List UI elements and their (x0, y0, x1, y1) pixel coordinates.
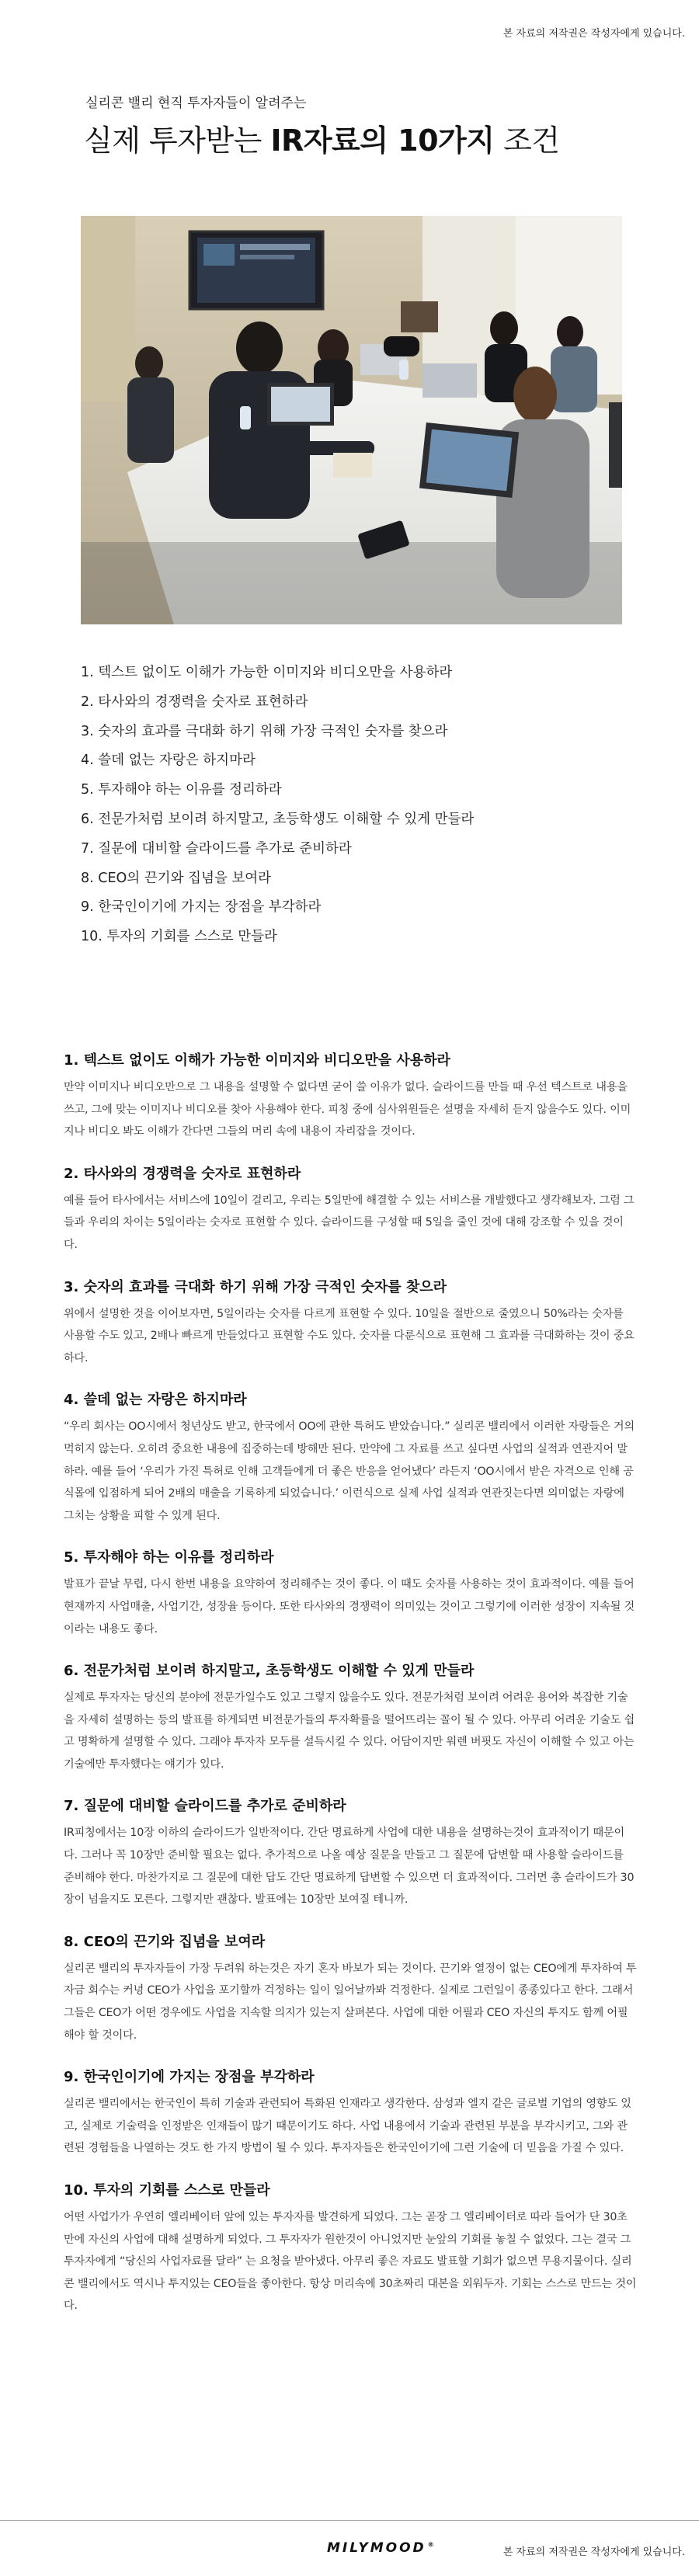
section-heading: 1. 텍스트 없이도 이해가 가능한 이미지와 비디오만을 사용하라 (64, 1052, 450, 1069)
article-section (64, 1051, 637, 1143)
section-body: “우리 회사는 OO시에서 청년상도 받고, 한국에서 OO에 관한 특허도 받았습니다.” 실리콘 밸리에서 이러한 자랑들은 거의 먹히지 않는다. 오히려 중요한 내용에 집중하는데 방해만 된다. 만약에 그 자료를 쓰고 싶다면 사업의 실적과 연관지어 말하라. 예를 들어 ‘우리가 가진 특허로 인해 고객들에게 더 좋은 반응을 얻어냈다’ 라든지 ‘OO시에서 받은 자격으로 인해 공식몰에 입점하게 되어 2배의 매출을 기록하게 되었습니다.’ 이런식으로 실제 사업 실적과 연관짓는다면 의미없는 자랑에 그치는 상황을 피할 수 있게 된다. (64, 1420, 635, 1522)
section-body: 만약 이미지나 비디오만으로 그 내용을 설명할 수 없다면 굳이 쓸 이유가 없다. 슬라이드를 만들 때 우선 텍스트로 내용을 쓰고, 그에 맞는 이미지나 비디오를 찾아 사용해야 한다. 피칭 중에 심사위원들은 설명을 자세히 듣지 않을수도 있다. 이미지나 비디오 봐도 이해가 간다면 그들의 머리 속에 내용이 자리잡을 것이다. (64, 1081, 631, 1139)
section-body: 예를 들어 타사에서는 서비스에 10일이 걸리고, 우리는 5일만에 해결할 수 있는 서비스를 개발했다고 생각해보자. 그럼 그들과 우리의 차이는 5일이라는 숫자로 표현할 수 있다. 슬라이드를 구성할 때 5일을 줄인 것에 대해 강조할 수 있을 것이다. (64, 1194, 635, 1251)
article-section (64, 1278, 637, 1370)
section-body: 위에서 설명한 것을 이어보자면, 5일이라는 숫자를 다르게 표현할 수 있다. 10일을 절반으로 줄였으니 50%라는 숫자를 사용할 수도 있고, 2배나 빠르게 만들었다고 표현할 수도 있다. 숫자를 다룬식으로 표현해 그 효과를 극대화하는 것이 중요하다. (64, 1307, 635, 1364)
section-heading: 6. 전문가처럼 보이려 하지말고, 초등학생도 이해할 수 있게 만들라 (64, 1663, 475, 1680)
section-body: 발표가 끝날 무렵, 다시 한번 내용을 요약하여 정리해주는 것이 좋다. 이 때도 숫자를 사용하는 것이 효과적이다. 예를 들어 현재까지 사업매출, 사업기간, 성장율 등이다. 또한 타사와의 경쟁력이 의미있는 것이고 그렇기에 이러한 성장이 지속될 것이라는 내용도 좋다. (64, 1578, 635, 1636)
article-section (64, 2181, 637, 2317)
title-prefix: 실제 투자받는 (84, 123, 271, 158)
section-heading: 3. 숫자의 효과를 극대화 하기 위해 가장 극적인 숫자를 찾으라 (64, 1278, 447, 1295)
meeting-photo-illustration (81, 216, 622, 624)
section-heading: 10. 투자의 기회를 스스로 만들라 (64, 2182, 270, 2199)
toc-item: 5. 투자해야 하는 이유를 정리하라 (81, 782, 282, 798)
section-body: 실리콘 밸리에서는 한국인이 특히 기술과 관련되어 특화된 인재라고 생각한다. 삼성과 엘지 같은 글로벌 기업의 영향도 있고, 실제로 기술력을 인정받은 인재들이 많기 때문이기도 하다. 사업 내용에서 기술과 관련된 부분을 부각시키고, 그와 관련된 경험들을 나열하는 것도 한 가지 방법이 될 수 있다. 투자자들은 한국인이기에 그런 기술에 더 믿음을 가질 수 있다. (64, 2098, 631, 2155)
section-heading: 9. 한국인이기에 가지는 장점을 부각하라 (64, 2069, 315, 2086)
copyright-notice-bottom: 본 자료의 저작권은 작성자에게 있습니다. (503, 2546, 685, 2558)
section-body: IR피칭에서는 10장 이하의 슬라이드가 일반적이다. 간단 명료하게 사업에 대한 내용을 설명하는것이 효과적이기 때문이다. 그러나 꼭 10장만 준비할 필요는 없다. 추가적으로 나올 예상 질문을 만들고 그 질문에 답변할 때 사용할 슬라이드를 준비해야 한다. 마찬가지로 그 질문에 대한 답도 간단 명료하게 답변할 수 있으면 더 효과적이다. 그러면 총 슬라이드가 30장이 넘을지도 모른다. 그렇지만 괜찮다. 발표에는 10장만 보여질 테니까. (64, 1827, 635, 1907)
section-body: 실리콘 밸리의 투자자들이 가장 두려워 하는것은 자기 혼자 바보가 되는 것이다. 끈기와 열정이 없는 CEO에게 투자하여 투자금 회수는 커녕 CEO가 사업을 포기할까 걱정하는 일이 일어날까봐 걱정한다. 실제로 그런일이 종종있다고 한다. 그래서 그들은 CEO가 어떤 경우에도 사업을 지속할 의지가 있는지 살펴본다. 사업에 대한 어필과 CEO 자신의 투지도 함께 어필해야 할 것이다. (64, 1962, 637, 2042)
article-section (64, 1796, 637, 1910)
toc-item: 2. 타사와의 경쟁력을 숫자로 표현하라 (81, 694, 308, 710)
section-heading: 7. 질문에 대비할 슬라이드를 추가로 준비하라 (64, 1798, 346, 1815)
section-heading: 2. 타사와의 경쟁력을 숫자로 표현하라 (64, 1165, 301, 1182)
section-heading: 8. CEO의 끈기와 집념을 보여라 (64, 1933, 266, 1950)
section-body: 어떤 사업가가 우연히 엘리베이터 앞에 있는 투자자를 발견하게 되었다. 그는 곧장 그 엘리베이터로 따라 들어가 단 30초만에 자신의 사업에 대해 설명하게 되었다. 그 투자자가 원한것이 아니었지만 눈앞의 기회를 놓칠 수 없었다. 그는 결국 그 투자자에게 “당신의 사업자료를 달라” 는 요청을 받아냈다. 아무리 좋은 자료도 발표할 기회가 없으면 무용지물이다. 실리콘 밸리에서도 역시나 투지있는 CEO들을 좋아한다. 항상 머리속에 30초짜리 대본을 외워두자. 기회는 스스로 만드는 것이다. (64, 2211, 637, 2313)
title-bold: IR자료의 10가지 (270, 123, 495, 158)
footer-divider (0, 2520, 699, 2521)
page-subtitle: 실리콘 밸리 현직 투자자들이 알려주는 (85, 96, 307, 111)
toc-item: 10. 투자의 기회를 스스로 만들라 (81, 929, 277, 945)
article-body (64, 1051, 637, 2338)
article-section (64, 1390, 637, 1527)
brand-logo (327, 2540, 434, 2556)
article-section (64, 1548, 637, 1640)
article-section (64, 1932, 637, 2046)
toc-item: 8. CEO의 끈기와 집념을 보여라 (81, 870, 272, 886)
toc-item: 3. 숫자의 효과를 극대화 하기 위해 가장 극적인 숫자를 찾으라 (81, 723, 448, 739)
toc-item: 9. 한국인이기에 가지는 장점을 부각하라 (81, 899, 322, 916)
toc-item: 6. 전문가처럼 보이려 하지말고, 초등학생도 이해할 수 있게 만들라 (81, 811, 475, 827)
section-heading: 5. 투자해야 하는 이유를 정리하라 (64, 1549, 274, 1566)
section-heading: 4. 쓸데 없는 자랑은 하지마라 (64, 1392, 247, 1409)
article-section (64, 2067, 637, 2160)
brand-name: MILYMOOD (327, 2540, 426, 2556)
section-body: 실제로 투자자는 당신의 분야에 전문가일수도 있고 그렇지 않을수도 있다. 전문가처럼 보이려 어려운 용어와 복잡한 기술을 자세히 설명하는 등의 발표를 하게되면 비전문가들의 투자확률을 떨어뜨리는 꼴이 될 수 있다. 아무리 어려운 기술도 쉽고 명확하게 설명할 수 있다. 그래야 투자자 모두를 설득시킬 수 있다. 어담이지만 워렌 버핏도 자신이 이해할 수 있고 아는 기술에만 투자했다는 얘기가 있다. (64, 1691, 635, 1771)
toc-item: 4. 쓸데 없는 자랑은 하지마라 (81, 753, 256, 769)
table-of-contents (81, 659, 474, 952)
copyright-notice-top: 본 자료의 저작권은 작성자에게 있습니다. (503, 28, 685, 40)
toc-item: 7. 질문에 대비할 슬라이드를 추가로 준비하라 (81, 840, 352, 857)
title-suffix: 조건 (494, 123, 560, 158)
article-section (64, 1164, 637, 1257)
article-section (64, 1661, 637, 1775)
meeting-photo (81, 216, 622, 624)
page-title (84, 116, 559, 159)
toc-item: 1. 텍스트 없이도 이해가 가능한 이미지와 비디오만을 사용하라 (81, 665, 453, 680)
registered-mark: ® (427, 2541, 434, 2549)
